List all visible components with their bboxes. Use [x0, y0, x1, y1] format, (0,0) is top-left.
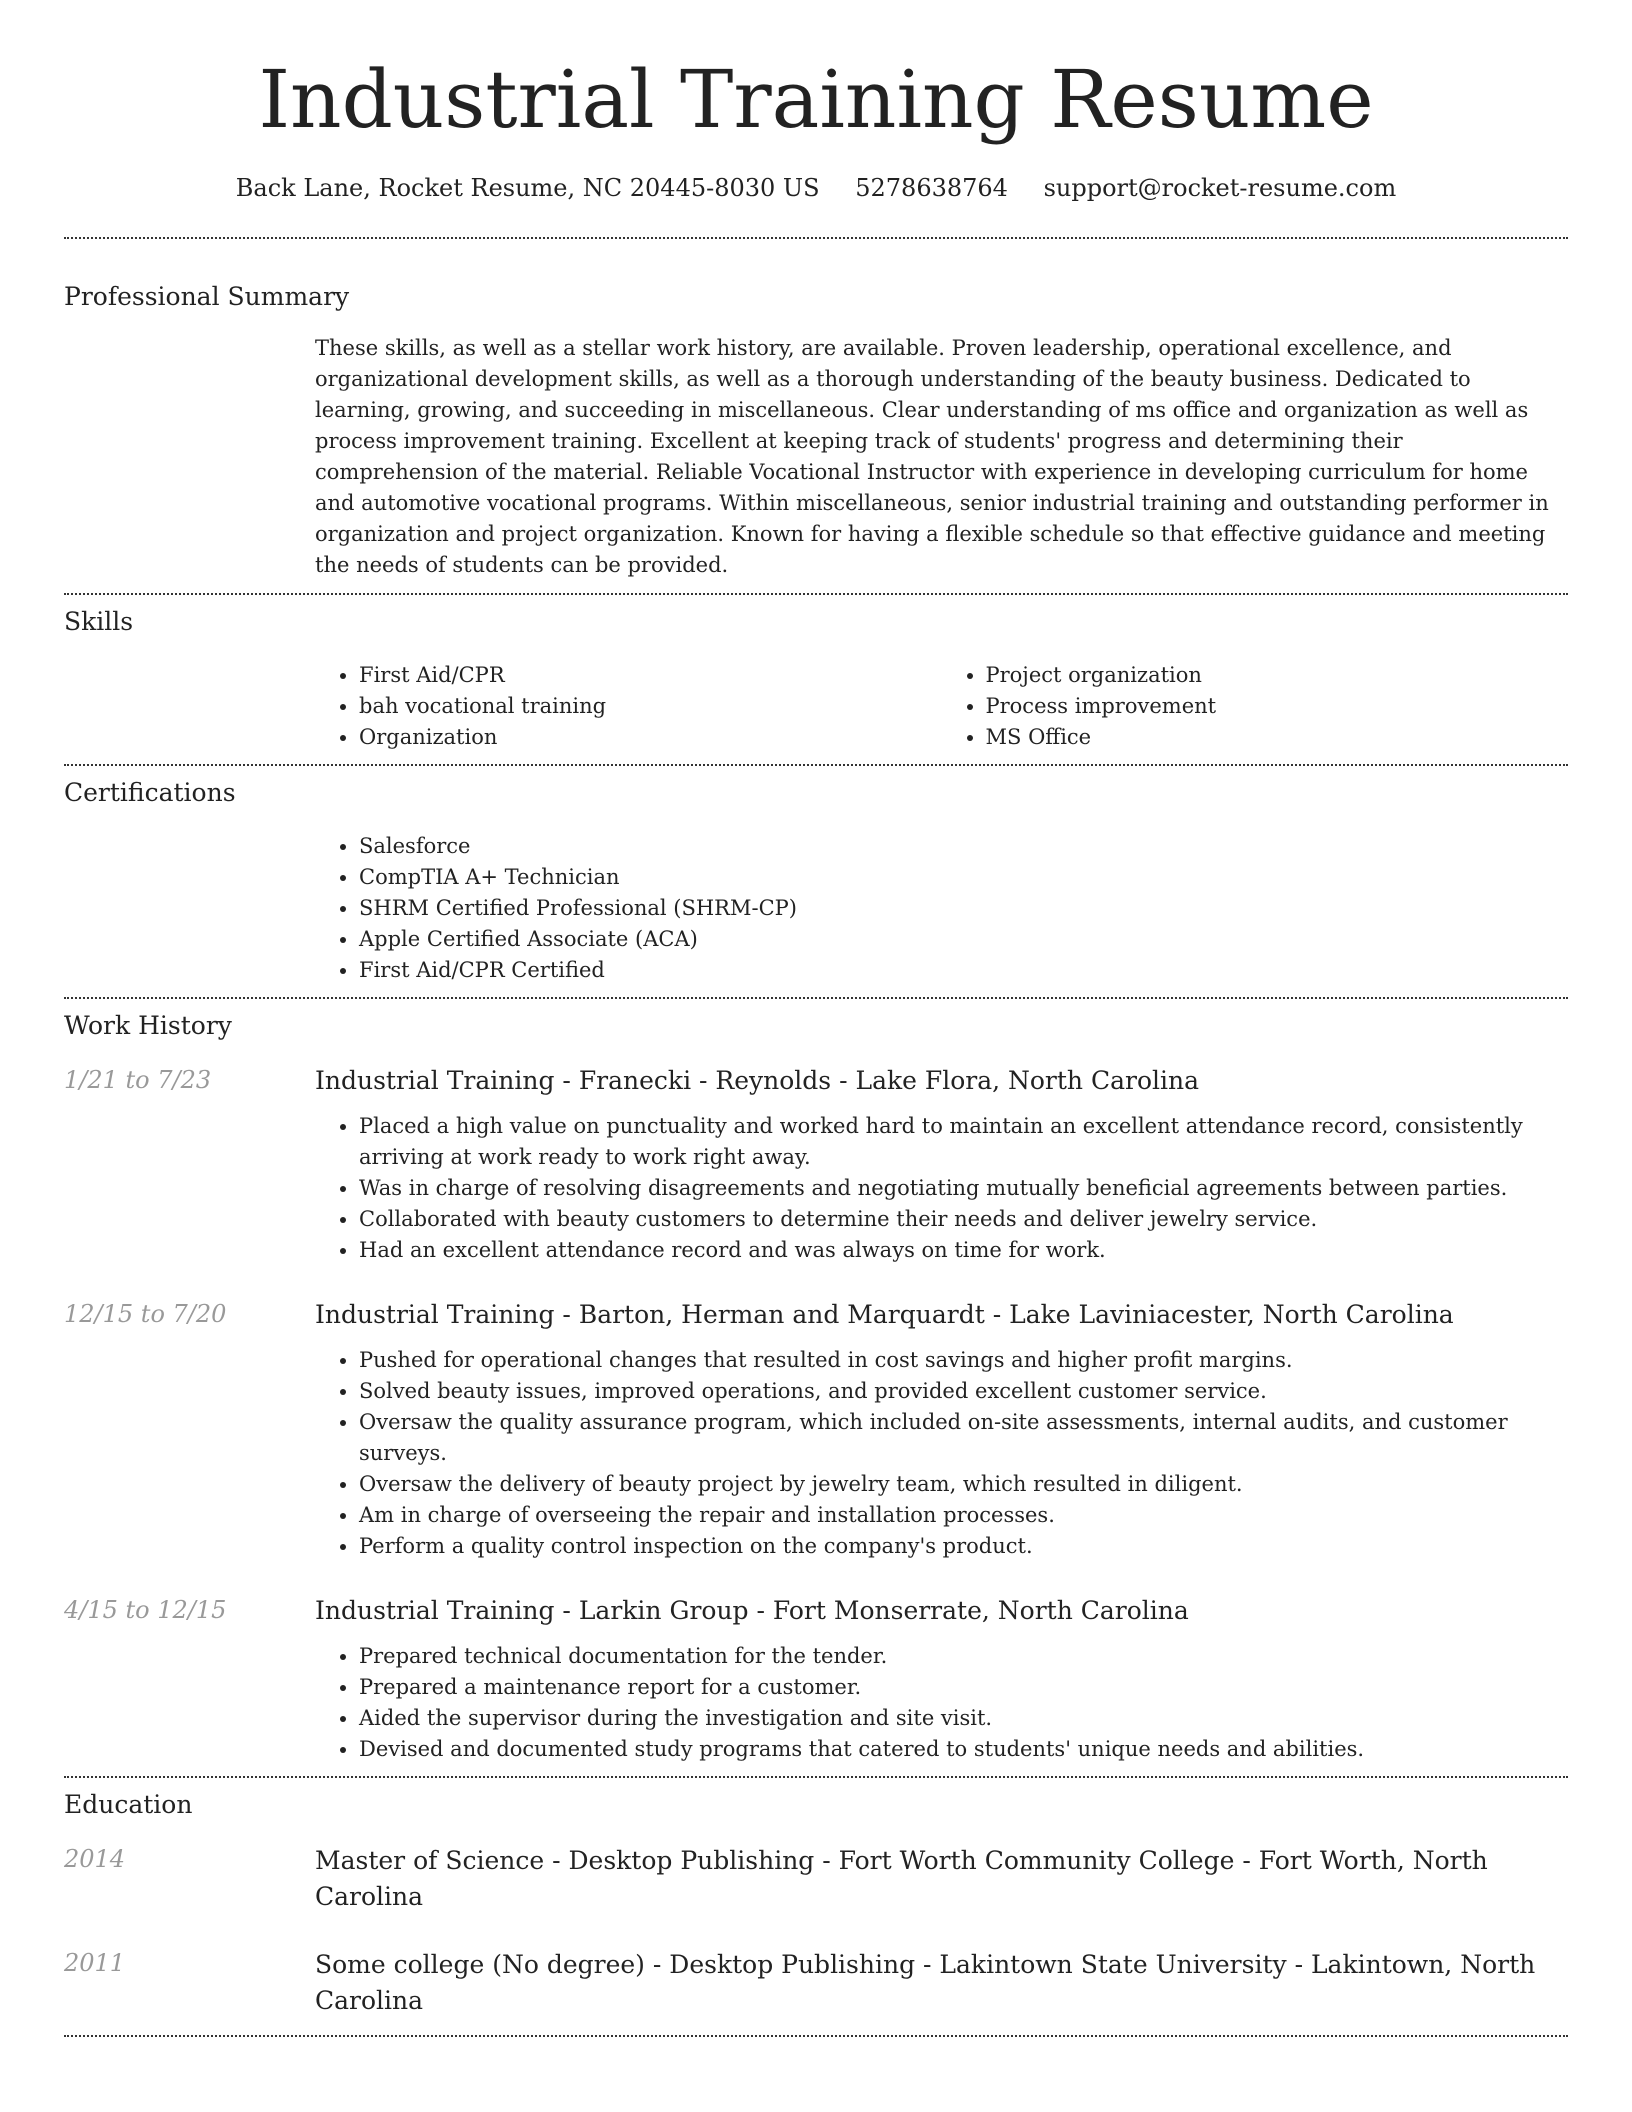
skills-section: [64, 595, 1568, 753]
job-date: 12/15 to 7/20: [64, 1300, 227, 1328]
job-bullet: • Oversaw the quality assurance program, which included on-site assessments, internal audits, and customer surveys.: [359, 1407, 1568, 1469]
job-entry: [64, 1064, 1568, 1266]
job-entry: [64, 1594, 1568, 1765]
certification-item: • Apple Certified Associate (ACA): [359, 924, 1568, 955]
summary-section: [64, 239, 1568, 581]
job-bullet: • Prepared a maintenance report for a customer.: [359, 1672, 1568, 1703]
education-entry: [64, 1947, 1568, 2019]
education-section: [64, 1778, 1568, 2019]
work-history-heading: Work History: [64, 1011, 232, 1040]
job-bullet: • Was in charge of resolving disagreements and negotiating mutually beneficial agreements between parties.: [359, 1173, 1568, 1204]
certifications-list: [315, 831, 1568, 986]
education-text: Some college (No degree) - Desktop Publishing - Lakintown State University - Lakintown, North Carolina: [315, 1950, 1536, 2015]
job-bullet: • Placed a high value on punctuality and worked hard to maintain an excellent attendance record, consistently arriving at work ready to work right away.: [359, 1111, 1568, 1173]
job-title: Industrial Training - Franecki - Reynolds - Lake Flora, North Carolina: [315, 1066, 1200, 1095]
education-year: 2014: [64, 1845, 126, 1873]
resume-page: [64, 0, 1568, 2037]
job-bullet: • Solved beauty issues, improved operations, and provided excellent customer service.: [359, 1376, 1568, 1407]
resume-title: Industrial Training Resume: [258, 53, 1374, 146]
contact-line: [64, 172, 1568, 204]
work-history-section: [64, 999, 1568, 1765]
job-bullet: • Aided the supervisor during the investigation and site visit.: [359, 1703, 1568, 1734]
certification-item: • SHRM Certified Professional (SHRM-CP): [359, 893, 1568, 924]
job-entry: [64, 1298, 1568, 1562]
job-bullet: • Pushed for operational changes that resulted in cost savings and higher profit margins.: [359, 1345, 1568, 1376]
education-text: Master of Science - Desktop Publishing - Fort Worth Community College - Fort Worth, North Carolina: [315, 1846, 1488, 1911]
job-title: Industrial Training - Barton, Herman and Marquardt - Lake Laviniacester, North Carolina: [315, 1300, 1454, 1329]
skill-item: • First Aid/CPR: [359, 660, 942, 691]
education-heading: Education: [64, 1790, 193, 1819]
summary-text: These skills, as well as a stellar work history, are available. Proven leadership, operational excellence, and organizational development skills, as well as a thorough understanding of the beauty business. Dedicated to learning, growing, and succeeding in miscellaneous. Clear understanding of ms office and organization as well as process improvement training. Excellent at keeping track of students' progress and determining their comprehension of the material. Reliable Vocational Instructor with experience in developing curriculum for home and automotive vocational programs. Within miscellaneous, senior industrial training and outstanding performer in organization and project organization. Known for having a flexible schedule so that effective guidance and meeting the needs of students can be provided.: [315, 336, 1549, 577]
job-date: 4/15 to 12/15: [64, 1596, 227, 1624]
job-bullets: [315, 1111, 1568, 1266]
job-title: Industrial Training - Larkin Group - Fort Monserrate, North Carolina: [315, 1596, 1189, 1625]
divider: [64, 2035, 1568, 2037]
education-year: 2011: [64, 1949, 126, 1977]
skills-column-left: [315, 660, 942, 753]
job-bullet: • Had an excellent attendance record and was always on time for work.: [359, 1235, 1568, 1266]
job-bullets: [315, 1345, 1568, 1562]
job-bullet: • Oversaw the delivery of beauty project by jewelry team, which resulted in diligent.: [359, 1469, 1568, 1500]
skill-item: • Organization: [359, 722, 942, 753]
skill-item: • Project organization: [986, 660, 1569, 691]
certifications-heading: Certifications: [64, 778, 236, 807]
education-entry: [64, 1843, 1568, 1915]
skill-item: • Process improvement: [986, 691, 1569, 722]
contact-address: Back Lane, Rocket Resume, NC 20445-8030 US: [235, 174, 820, 202]
certification-item: • First Aid/CPR Certified: [359, 955, 1568, 986]
skill-item: • MS Office: [986, 722, 1569, 753]
job-bullet: • Devised and documented study programs that catered to students' unique needs and abilities.: [359, 1734, 1568, 1765]
job-bullet: • Prepared technical documentation for the tender.: [359, 1641, 1568, 1672]
certifications-section: [64, 766, 1568, 986]
contact-phone: 5278638764: [855, 174, 1008, 202]
job-bullet: • Am in charge of overseeing the repair and installation processes.: [359, 1500, 1568, 1531]
job-bullet: • Perform a quality control inspection on the company's product.: [359, 1531, 1568, 1562]
job-bullets: [315, 1641, 1568, 1765]
certification-item: • Salesforce: [359, 831, 1568, 862]
contact-email: support@rocket-resume.com: [1043, 174, 1397, 202]
certification-item: • CompTIA A+ Technician: [359, 862, 1568, 893]
job-bullet: • Collaborated with beauty customers to determine their needs and deliver jewelry service.: [359, 1204, 1568, 1235]
job-date: 1/21 to 7/23: [64, 1066, 212, 1094]
summary-heading: Professional Summary: [64, 282, 350, 311]
skills-heading: Skills: [64, 607, 134, 636]
skill-item: • bah vocational training: [359, 691, 942, 722]
skills-column-right: [942, 660, 1569, 753]
skills-list: [315, 660, 1568, 753]
